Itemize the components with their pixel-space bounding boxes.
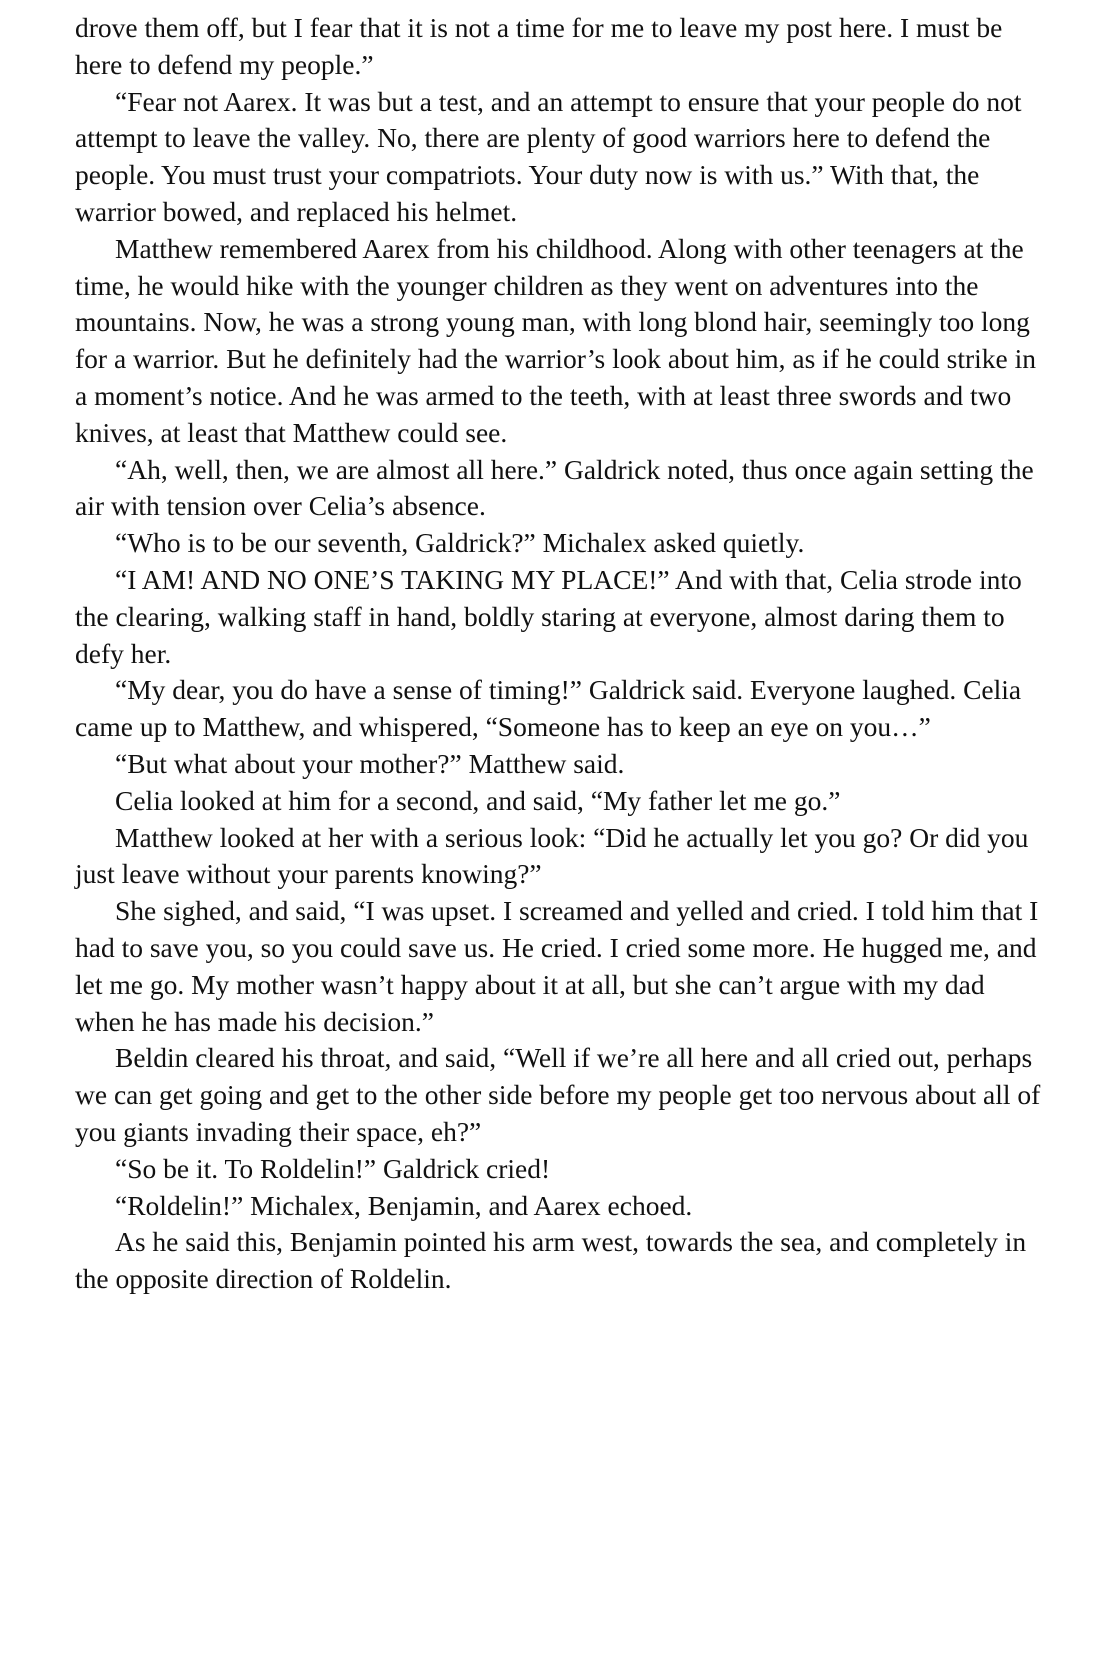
book-page xyxy=(75,10,1050,1298)
paragraph: As he said this, Benjamin pointed his arm west, towards the sea, and completely in the opposite direction of Roldelin. xyxy=(75,1226,1027,1295)
paragraph: “Ah, well, then, we are almost all here.” Galdrick noted, thus once again setting the air with tension over Celia’s absence. xyxy=(75,453,1034,522)
paragraph: “But what about your mother?” Matthew said. xyxy=(115,747,625,779)
paragraph: She sighed, and said, “I was upset. I screamed and yelled and cried. I told him that I had to save you, so you could save us. He cried. I cried some more. He hugged me, and let me go. My mother wasn’t happy about it at all, but she can’t argue with my dad when he has made his decision.” xyxy=(75,895,1039,1037)
paragraph: “Fear not Aarex. It was but a test, and an attempt to ensure that your people do not attempt to leave the valley. No, there are plenty of good warriors here to defend the people. You must trust your compatriots. Your duty now is with us.” With that, the warrior bowed, and replaced his helmet. xyxy=(75,85,1022,227)
paragraph: Matthew looked at her with a serious look: “Did he actually let you go? Or did you just leave without your parents knowing?” xyxy=(75,821,1029,890)
paragraph: “So be it. To Roldelin!” Galdrick cried! xyxy=(115,1152,551,1184)
paragraph: “Roldelin!” Michalex, Benjamin, and Aarex echoed. xyxy=(115,1189,693,1221)
paragraph: Celia looked at him for a second, and said, “My father let me go.” xyxy=(115,784,841,816)
paragraph: “I AM! AND NO ONE’S TAKING MY PLACE!” And with that, Celia strode into the clearing, walking staff in hand, boldly staring at everyone, almost daring them to defy her. xyxy=(75,563,1022,669)
paragraph: “My dear, you do have a sense of timing!” Galdrick said. Everyone laughed. Celia came up to Matthew, and whispered, “Someone has to keep an eye on you…” xyxy=(75,674,1022,743)
paragraph: Matthew remembered Aarex from his childhood. Along with other teenagers at the time, he would hike with the younger children as they went on adventures into the mountains. Now, he was a strong young man, with long blond hair, seemingly too long for a warrior. But he definitely had the warrior’s look about him, as if he could strike in a moment’s notice. And he was armed to the teeth, with at least three swords and two knives, at least that Matthew could see. xyxy=(75,232,1036,448)
paragraph: “Who is to be our seventh, Galdrick?” Michalex asked quietly. xyxy=(115,527,805,559)
paragraph: drove them off, but I fear that it is not a time for me to leave my post here. I must be here to defend my people.” xyxy=(75,12,1003,80)
paragraph: Beldin cleared his throat, and said, “Well if we’re all here and all cried out, perhaps we can get going and get to the other side before my people get too nervous about all of you giants invading their space, eh?” xyxy=(75,1042,1041,1147)
